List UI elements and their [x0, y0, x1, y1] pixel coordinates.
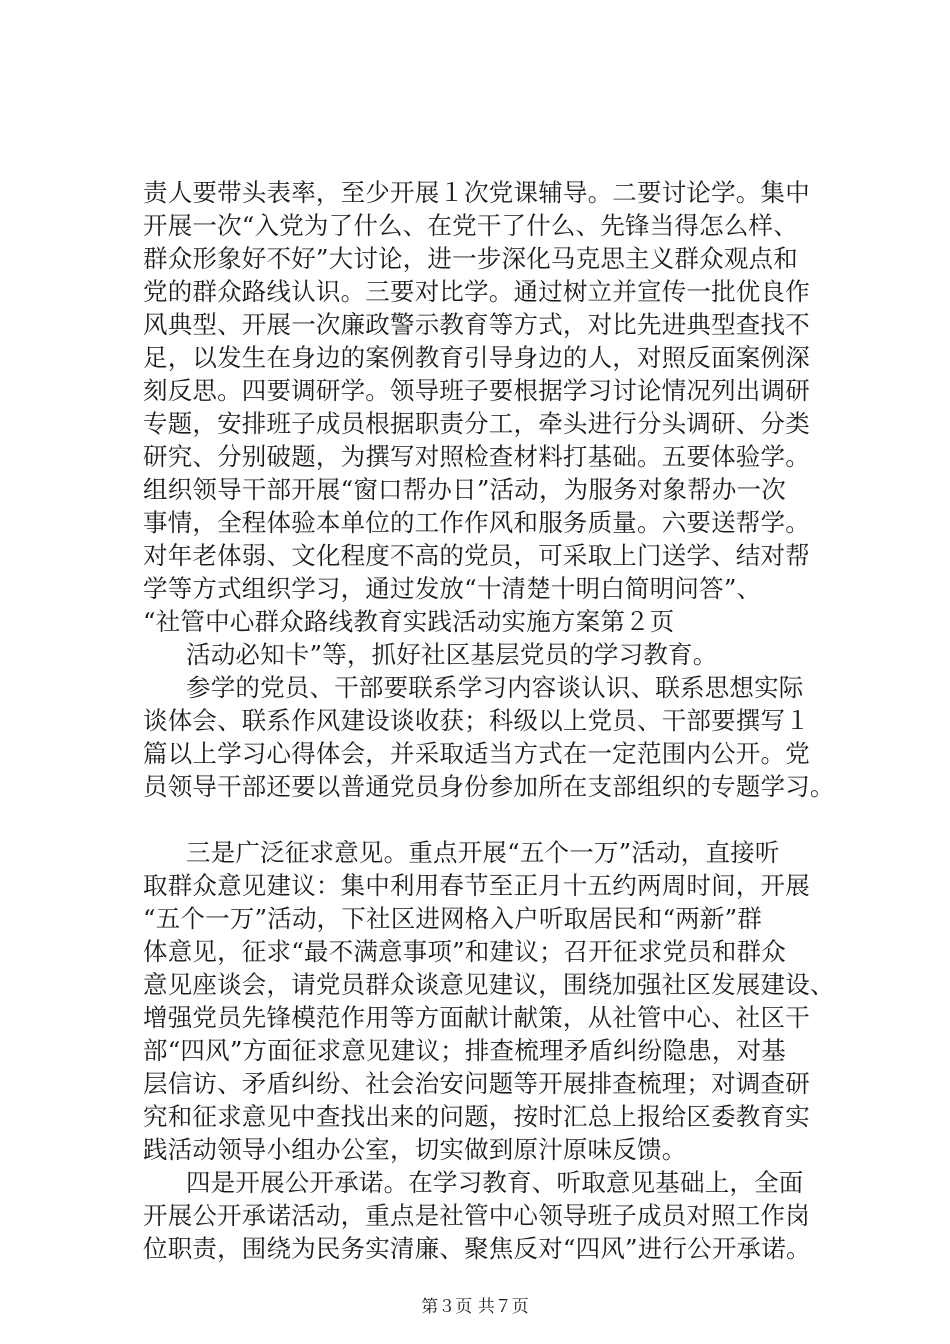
text-line: “社管中心群众路线教育实践活动实施方案第２页 — [143, 607, 675, 636]
text-line: 体意见，征求“最不满意事项”和建议；召开征求党员和群众 — [143, 937, 786, 966]
text-line: 活动必知卡”等，抓好社区基层党员的学习教育。 — [186, 640, 718, 669]
text-line: 位职责，围绕为民务实清廉、聚焦反对“四风”进行公开承诺。 — [143, 1234, 811, 1263]
text-line: 谈体会、联系作风建设谈收获；科级以上党员、干部要撰写１ — [143, 706, 810, 735]
text-line: 学等方式组织学习，通过发放“十清楚十明白简明问答”、 — [143, 574, 762, 603]
paragraph-first-line: 参学的党员、干部要联系学习内容谈认识、联系思想实际 — [186, 673, 804, 702]
text-line: 对年老体弱、文化程度不高的党员，可采取上门送学、结对帮 — [143, 541, 810, 570]
text-line: 部“四风”方面征求意见建议；排查梳理矛盾纠纷隐患，对基 — [143, 1036, 786, 1065]
text-line: 风典型、开展一次廉政警示教育等方式，对比先进典型查找不 — [143, 310, 810, 339]
text-line: 意见座谈会，请党员群众谈意见建议，围绕加强社区发展建设、 — [143, 970, 835, 999]
text-line: 取群众意见建议：集中利用春节至正月十五约两周时间，开展 — [143, 871, 810, 900]
text-line: 开展一次“入党为了什么、在党干了什么、先锋当得怎么样、 — [143, 211, 798, 240]
text-line: 践活动领导小组办公室，切实做到原汁原味反馈。 — [143, 1135, 687, 1164]
text-line: 增强党员先锋模范作用等方面献计献策，从社管中心、社区干 — [143, 1003, 810, 1032]
text-line: 研究、分别破题，为撰写对照检查材料打基础。五要体验学。 — [143, 442, 810, 471]
paragraph-first-line: 三是广泛征求意见。重点开展“五个一万”活动，直接听 — [186, 838, 780, 867]
text-line: 责人要带头表率，至少开展１次党课辅导。二要讨论学。集中 — [143, 178, 810, 207]
text-line: 群众形象好不好”大讨论，进一步深化马克思主义群众观点和 — [143, 244, 798, 273]
text-line: 专题，安排班子成员根据职责分工，牵头进行分头调研、分类 — [143, 409, 810, 438]
paragraph-first-line: 四是开展公开承诺。在学习教育、听取意见基础上，全面 — [186, 1168, 804, 1197]
text-line: 究和征求意见中查找出来的问题，按时汇总上报给区委教育实 — [143, 1102, 810, 1131]
text-line: 开展公开承诺活动，重点是社管中心领导班子成员对照工作岗 — [143, 1201, 810, 1230]
text-line: 组织领导干部开展“窗口帮办日”活动，为服务对象帮办一次 — [143, 475, 786, 504]
text-line: 篇以上学习心得体会，并采取适当方式在一定范围内公开。党 — [143, 739, 810, 768]
text-line: “五个一万”活动，下社区进网格入户听取居民和“两新”群 — [143, 904, 762, 933]
text-line: 员领导干部还要以普通党员身份参加所在支部组织的专题学习。 — [143, 772, 835, 801]
text-line: 事情，全程体验本单位的工作作风和服务质量。六要送帮学。 — [143, 508, 810, 537]
text-line: 党的群众路线认识。三要对比学。通过树立并宣传一批优良作 — [143, 277, 810, 306]
page-number-footer: 第３页 共７页 — [421, 1297, 529, 1317]
text-line: 足，以发生在身边的案例教育引导身边的人，对照反面案例深 — [143, 343, 810, 372]
text-line: 刻反思。四要调研学。领导班子要根据学习讨论情况列出调研 — [143, 376, 810, 405]
text-line: 层信访、矛盾纠纷、社会治安问题等开展排查梳理；对调查研 — [143, 1069, 810, 1098]
